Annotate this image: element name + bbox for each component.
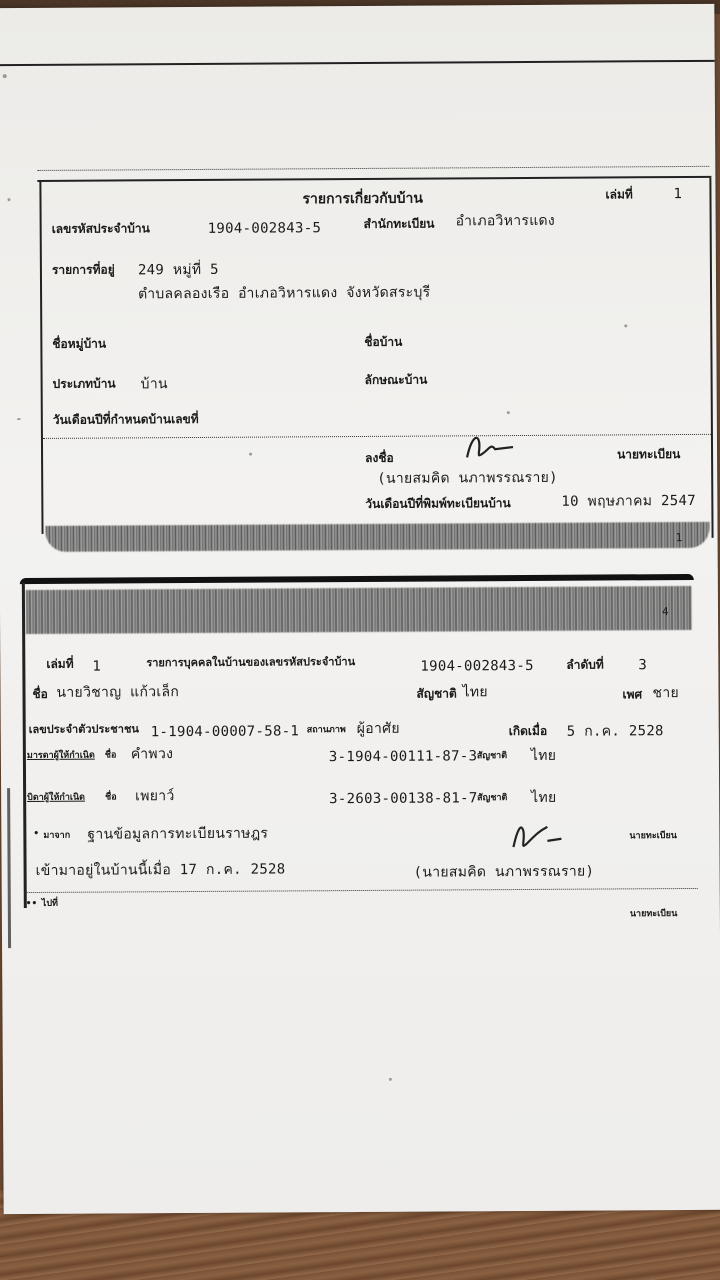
noise-speck xyxy=(3,74,7,78)
nationality-value: ไทย xyxy=(462,684,488,701)
house-frame-right xyxy=(709,178,713,538)
print-date-label: วันเดือนปีที่พิมพ์ทะเบียนบ้าน xyxy=(365,496,511,511)
born-label: เกิดเมื่อ xyxy=(508,723,548,739)
person-divider xyxy=(26,888,698,893)
status-label: สถานภาพ xyxy=(306,725,346,736)
father-label: บิดาผู้ให้กำเนิด xyxy=(27,792,85,804)
father-id: 3-2603-00138-81-7 xyxy=(329,790,478,808)
person-header-smudge xyxy=(26,586,692,634)
house-name-label: ชื่อบ้าน xyxy=(364,334,403,349)
office-label: สำนักทะเบียน xyxy=(363,216,435,231)
person-registrar-signature xyxy=(507,817,567,857)
address-line2: ตำบลคลองเรือ อำเภอวิหารแดง จังหวัดสระบุรี xyxy=(138,284,431,303)
house-code: 1904-002843-5 xyxy=(207,220,322,237)
sign-label: ลงชื่อ xyxy=(365,450,394,465)
person-book-label: เล่มที่ xyxy=(46,656,74,671)
house-bottom-smudge xyxy=(45,522,709,552)
house-frame-left xyxy=(39,182,43,534)
house-code-label: เลขรหัสประจำบ้าน xyxy=(51,221,150,236)
noise-speck xyxy=(17,418,21,420)
id-label: เลขประจำตัวประชาชน xyxy=(28,722,139,737)
person-registrar-name: (นายสมคิด นภาพรรณราย) xyxy=(413,863,595,881)
sex-label: เพศ xyxy=(622,687,643,702)
noise-speck xyxy=(507,411,510,414)
person-house-code: 1904-002843-5 xyxy=(420,657,534,675)
house-divider xyxy=(43,434,711,439)
registrar-signature xyxy=(461,429,521,465)
house-type-value: บ้าน xyxy=(140,376,168,393)
book-label: เล่มที่ xyxy=(605,187,633,202)
left-edge-mark xyxy=(7,788,11,948)
address-line1: 249 หมู่ที่ 5 xyxy=(137,261,219,279)
date-assigned-label: วันเดือนปีที่กำหนดบ้านเลขที่ xyxy=(52,411,199,427)
name-label: ชื่อ xyxy=(32,686,48,701)
from-value: ฐานข้อมูลการทะเบียนราษฎร xyxy=(87,825,269,843)
noise-speck xyxy=(624,324,627,327)
address-label: รายการที่อยู่ xyxy=(51,262,115,277)
father-nationality: ไทย xyxy=(531,789,557,806)
book-number: 1 xyxy=(673,186,683,203)
mother-name: คำพวง xyxy=(130,746,174,763)
mother-nationality-label: สัญชาติ xyxy=(476,751,508,762)
sex-value: ชาย xyxy=(652,685,680,702)
house-frame-top xyxy=(37,176,711,182)
noise-speck xyxy=(389,1078,392,1081)
noise-speck xyxy=(249,453,252,456)
person-frame-top xyxy=(20,574,694,584)
person-book-number: 1 xyxy=(92,658,102,675)
to-bullet: •• xyxy=(25,898,38,910)
registrar-label: นายทะเบียน xyxy=(617,447,681,462)
to-label: ไปที่ xyxy=(41,898,58,909)
father-nationality-label: สัญชาติ xyxy=(477,793,508,804)
mother-label: มารดาผู้ให้กำเนิด xyxy=(26,750,95,762)
noise-speck xyxy=(7,198,10,201)
mother-name-label: ชื่อ xyxy=(104,750,117,761)
house-page-number: 1 xyxy=(675,531,683,545)
house-type-label: ประเภทบ้าน xyxy=(52,376,116,391)
person-registrar-label: นายทะเบียน xyxy=(629,831,677,842)
from-bullet: • xyxy=(33,828,40,839)
father-name: เพยาว์ xyxy=(135,788,175,805)
mother-nationality: ไทย xyxy=(530,747,557,764)
order-label: ลำดับที่ xyxy=(566,657,604,672)
registrar-name: (นายสมคิด นภาพรรณราย) xyxy=(377,469,558,487)
father-name-label: ชื่อ xyxy=(105,792,117,803)
person-registrar-label-2: นายทะเบียน xyxy=(629,909,678,920)
office-value: อำเภอวิหารแดง xyxy=(455,212,556,230)
document-page xyxy=(0,4,720,1214)
house-feature-label: ลักษณะบ้าน xyxy=(364,372,428,387)
top-rule xyxy=(0,60,715,66)
born-value: 5 ก.ค. 2528 xyxy=(566,723,664,740)
order-number: 3 xyxy=(638,657,648,674)
person-name: นายวิชาญ แก้วเล็ก xyxy=(56,684,180,701)
status-value: ผู้อาศัย xyxy=(356,720,400,738)
id-number: 1-1904-00007-58-1 xyxy=(150,723,300,741)
mother-id: 3-1904-00111-87-3 xyxy=(328,748,478,766)
village-label: ชื่อหมู่บ้าน xyxy=(52,336,107,351)
print-date: 10 พฤษภาคม 2547 xyxy=(561,492,696,510)
moved-in-date: เข้ามาอยู่ในบ้านนี้เมื่อ 17 ก.ค. 2528 xyxy=(35,861,286,879)
nationality-label: สัญชาติ xyxy=(416,686,457,701)
person-section-title: รายการบุคคลในบ้านของเลขรหัสประจำบ้าน xyxy=(146,655,356,670)
person-page-number: 4 xyxy=(661,605,669,619)
house-top-border xyxy=(37,166,709,171)
from-label: มาจาก xyxy=(43,830,71,841)
house-section-title: รายการเกี่ยวกับบ้าน xyxy=(302,190,423,208)
